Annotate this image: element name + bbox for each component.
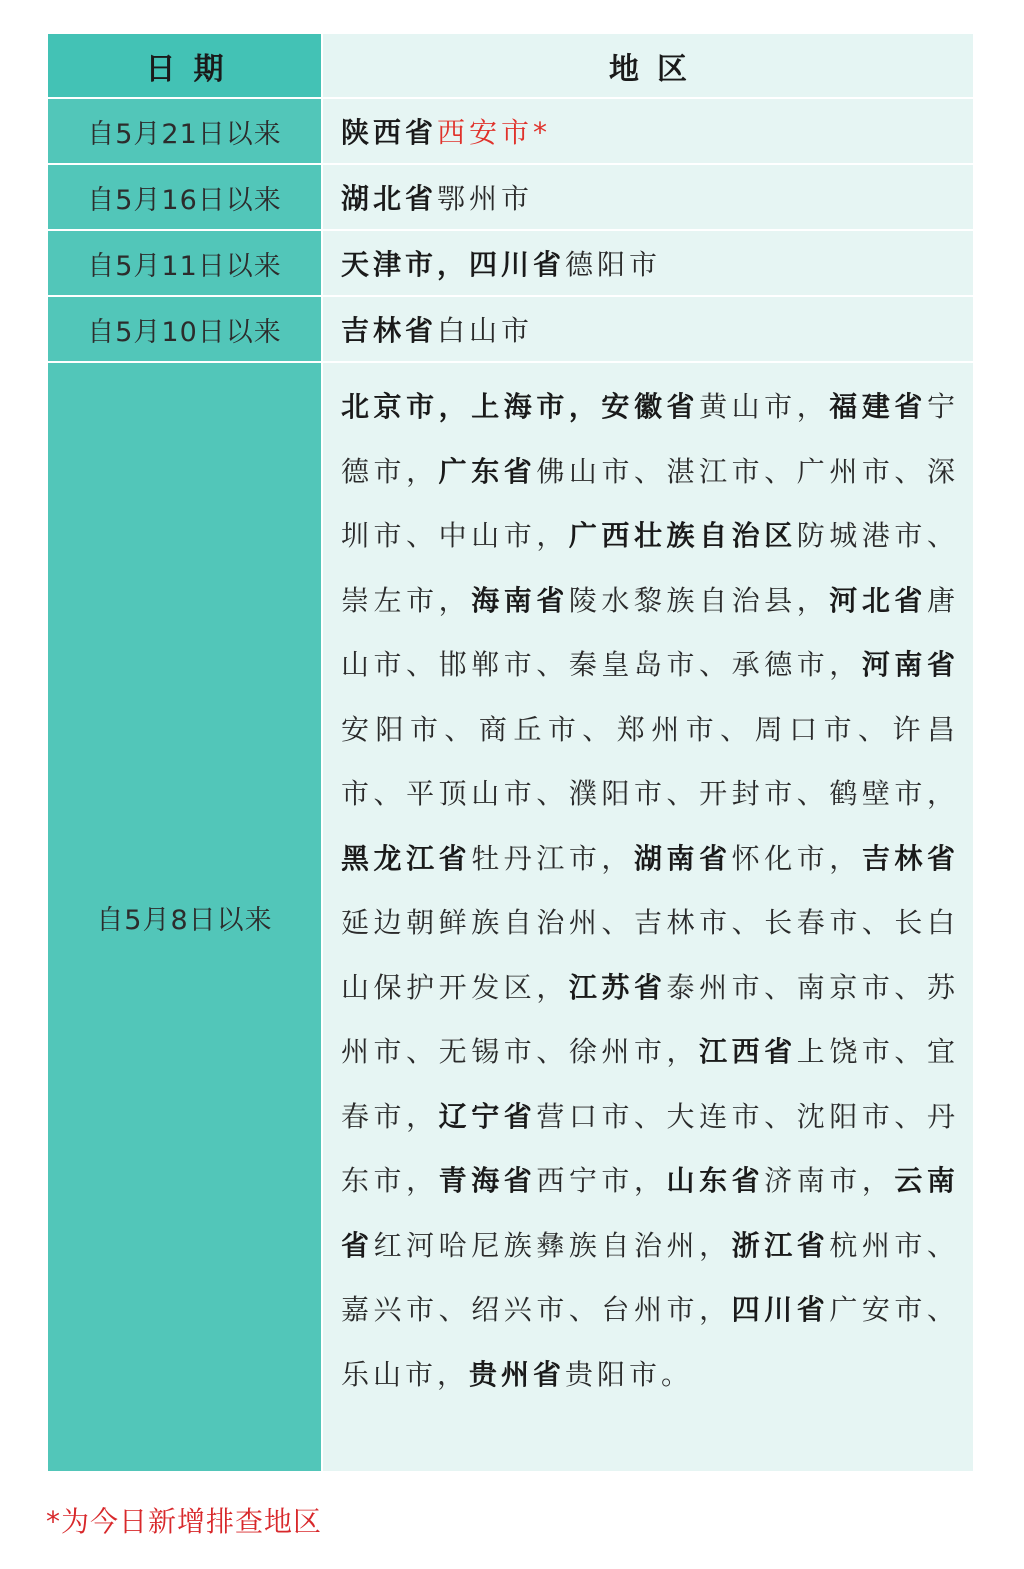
province-text: 浙江省: [731, 1228, 830, 1262]
city-text: 德阳市: [565, 248, 662, 281]
city-text: 黄山市，: [699, 390, 830, 423]
new-city-text: 西安市*: [437, 116, 552, 149]
province-text: 河北省: [829, 583, 927, 617]
province-text: 广东省: [438, 454, 537, 488]
province-text: 吉林省: [861, 841, 959, 875]
date-cell: 自5月11日以来: [48, 230, 322, 296]
table-row: [48, 98, 973, 164]
province-text: 辽宁省: [438, 1099, 537, 1133]
city-text: 宁德市，: [341, 390, 959, 488]
date-cell: 自5月21日以来: [48, 98, 322, 164]
province-text: 贵州省: [469, 1357, 566, 1391]
city-text: 红河哈尼族彝族自治州，: [373, 1228, 732, 1262]
city-text: 鄂州市: [437, 182, 534, 215]
area-cell: [322, 230, 973, 296]
province-text: 广西壮族自治区: [568, 519, 797, 552]
city-text: 广安市、乐山市，: [341, 1293, 959, 1391]
city-text: 陵水黎族自治县，: [568, 583, 830, 617]
city-text: 怀化市，: [731, 841, 862, 875]
city-text: 佛山市、湛江市、广州市、深圳市、中山市，: [341, 454, 959, 552]
city-text: 杭州市、嘉兴市、绍兴市、台州市，: [341, 1228, 959, 1326]
area-cell: [322, 98, 973, 164]
area-cell: [322, 296, 973, 362]
city-text: 济南市，: [764, 1164, 895, 1197]
province-text: 福建省: [829, 390, 927, 423]
province-text: 江苏省: [568, 970, 667, 1004]
province-text: 海南省: [471, 583, 569, 617]
region-table-container: [48, 34, 973, 1473]
city-text: 西宁市，: [536, 1164, 667, 1197]
footnote: *为今日新增排查地区: [46, 1505, 323, 1538]
region-table: [48, 34, 973, 1473]
area-column-header: 地区: [322, 34, 973, 98]
province-text: 天津市，四川省: [341, 248, 566, 281]
area-cell: [322, 164, 973, 230]
table-header-row: [48, 34, 973, 98]
province-text: 吉林省: [341, 314, 438, 347]
province-text: 青海省: [438, 1164, 537, 1197]
province-text: 湖南省: [633, 841, 732, 875]
date-cell: 自5月8日以来: [48, 362, 322, 1472]
city-text: 唐山市、邯郸市、秦皇岛市、承德市，: [341, 583, 959, 681]
province-text: 山东省: [666, 1164, 765, 1197]
city-text: 白山市: [437, 314, 534, 347]
city-text: 防城港市、崇左市，: [341, 519, 959, 617]
table-row: [48, 164, 973, 230]
city-text: 上饶市、宜春市，: [341, 1035, 959, 1133]
province-text: 云南省: [341, 1164, 959, 1262]
province-text: 黑龙江省: [341, 841, 472, 875]
city-text: 牡丹江市，: [471, 841, 634, 875]
city-text: 泰州市、南京市、苏州市、无锡市、徐州市，: [341, 970, 959, 1068]
date-column-header: 日期: [48, 34, 322, 98]
table-row: [48, 296, 973, 362]
province-text: 陕西省: [341, 116, 438, 149]
province-text: 四川省: [731, 1293, 830, 1326]
date-cell: 自5月10日以来: [48, 296, 322, 362]
province-text: 北京市，上海市，安徽省: [341, 390, 700, 423]
province-text: 湖北省: [341, 182, 438, 215]
city-text: 营口市、大连市、沈阳市、丹东市，: [341, 1099, 959, 1197]
area-cell-long: [322, 362, 973, 1472]
city-text: 安阳市、商丘市、郑州市、周口市、许昌市、平顶山市、濮阳市、开封市、鹤壁市，: [341, 712, 959, 810]
date-cell: 自5月16日以来: [48, 164, 322, 230]
city-text: 延边朝鲜族自治州、吉林市、长春市、长白山保护开发区，: [341, 906, 959, 1004]
table-row: [48, 230, 973, 296]
city-text: 贵阳市。: [565, 1357, 694, 1391]
province-text: 河南省: [861, 648, 959, 681]
table-row: [48, 362, 973, 1472]
province-text: 江西省: [699, 1035, 797, 1068]
